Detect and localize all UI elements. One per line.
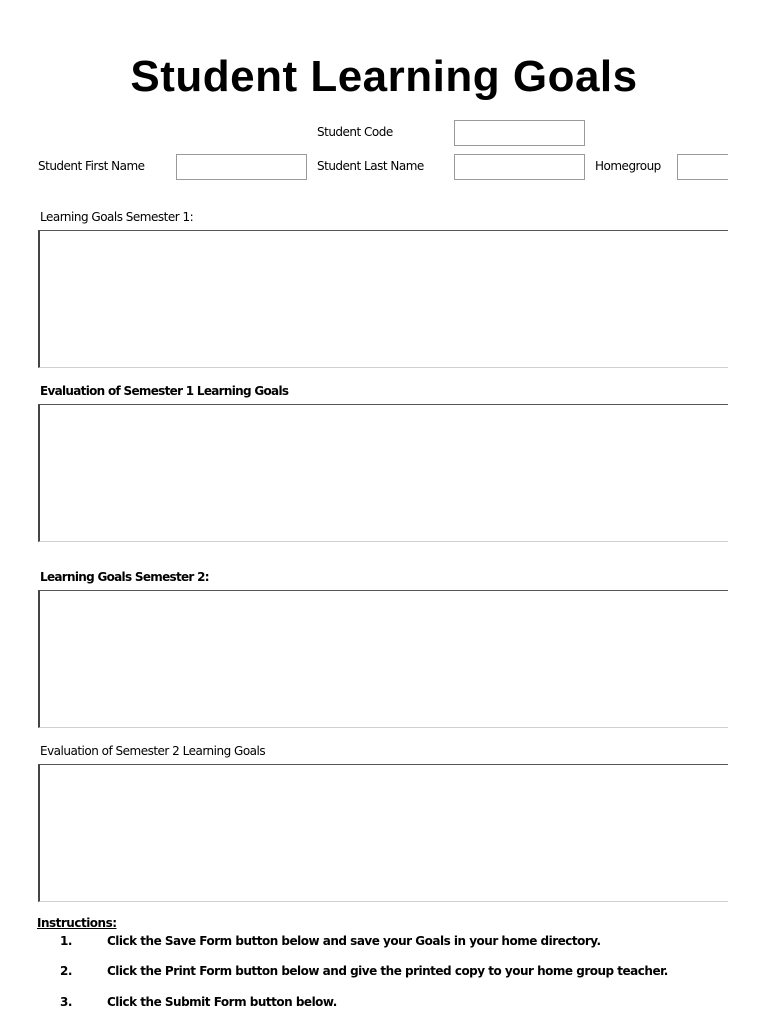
semester2-goals-label: Learning Goals Semester 2: <box>40 570 209 584</box>
semester1-goals-textarea[interactable] <box>38 230 728 368</box>
step-suffix: button below and give the printed copy to your home group teacher. <box>231 964 668 978</box>
page-title: Student Learning Goals <box>130 52 638 101</box>
step-button-name: Submit Form <box>164 995 247 1009</box>
step-text <box>107 964 668 978</box>
step-number: 1. <box>60 934 72 948</box>
step-prefix: Click the <box>107 995 165 1009</box>
step-button-name: Save Form <box>164 934 232 948</box>
first-name-field[interactable] <box>176 154 307 180</box>
semester2-goals-textarea[interactable] <box>38 590 728 728</box>
last-name-label: Student Last Name <box>317 159 424 173</box>
step-number: 3. <box>60 995 72 1009</box>
semester1-goals-label: Learning Goals Semester 1: <box>40 210 194 224</box>
semester2-evaluation-label: Evaluation of Semester 2 Learning Goals <box>40 744 266 758</box>
step-number: 2. <box>60 964 72 978</box>
last-name-field[interactable] <box>454 154 585 180</box>
first-name-label: Student First Name <box>38 159 145 173</box>
student-code-label: Student Code <box>317 125 393 139</box>
step-suffix: button below. <box>246 995 337 1009</box>
step-button-name: Print Form <box>164 964 232 978</box>
step-prefix: Click the <box>107 934 165 948</box>
step-prefix: Click the <box>107 964 165 978</box>
semester2-evaluation-textarea[interactable] <box>38 764 728 902</box>
semester1-evaluation-label: Evaluation of Semester 1 Learning Goals <box>40 384 289 398</box>
homegroup-label: Homegroup <box>595 159 661 173</box>
instructions-heading: Instructions: <box>37 916 117 930</box>
semester1-evaluation-textarea[interactable] <box>38 404 728 542</box>
step-text <box>107 934 601 948</box>
student-code-field[interactable] <box>454 120 585 146</box>
homegroup-field[interactable] <box>677 154 728 180</box>
step-suffix: button below and save your Goals in your home directory. <box>231 934 601 948</box>
step-text <box>107 995 337 1009</box>
